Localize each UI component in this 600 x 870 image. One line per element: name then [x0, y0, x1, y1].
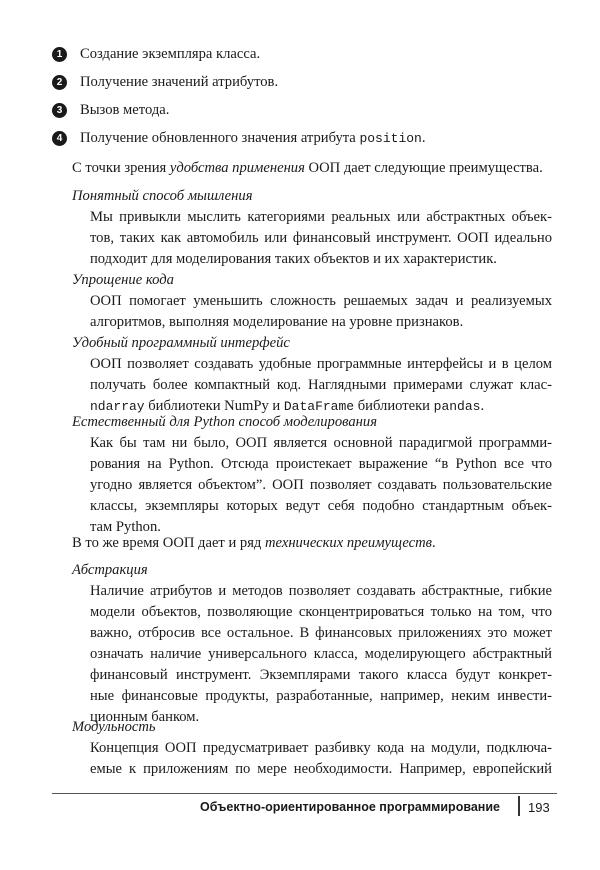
definition-line: там Python. [90, 519, 161, 535]
definition-line: тов, таких как автомобиль или финансовый инструмент. ООП идеально [90, 230, 552, 246]
definition-line: означать наличие универсального класса, моделирующего абстрактный [90, 646, 552, 662]
definition-line: получать более компактный код. Наглядными примерами служат клас- [90, 377, 552, 393]
definition-line: рования на Python. Отсюда проистекает выражение “в Python все что [90, 456, 552, 472]
intro-paragraph-1 [72, 158, 552, 179]
callout-suffix: . [421, 130, 426, 146]
definition-line: ООП помогает уменьшить сложность решаемых задач и реализуемых [90, 293, 552, 309]
footer-divider [52, 793, 557, 794]
term-definition [90, 291, 552, 333]
definition-line: ООП позволяет создавать удобные программные интерфейсы и в целом [90, 356, 552, 372]
term-definition [90, 738, 552, 780]
running-footer-title: Объектно-ориентированное программирование [200, 800, 500, 814]
code-dataframe: DataFrame [283, 399, 355, 414]
callout-2 [52, 72, 278, 93]
term-heading: Удобный программный интерфейс [72, 335, 290, 351]
code-line-text: библиотеки [354, 398, 434, 414]
callout-text: Создание экземпляра класса. [80, 46, 261, 62]
definition-line: алгоритмов, выполняя моделирование на уровне признаков. [90, 314, 464, 330]
definition-line: Наличие атрибутов и методов позволяет создавать абстрактные, гибкие [90, 583, 552, 599]
term-definition [90, 354, 552, 417]
intro2-pre: В то же время ООП дает и ряд [72, 535, 266, 551]
page-number: 193 [528, 800, 550, 815]
definition-line: модели объектов, позволяющие сконцентрироваться только на том, что [90, 604, 552, 620]
callout-number: 1 [52, 47, 67, 62]
callout-1 [52, 44, 260, 65]
code-ndarray: ndarray [90, 399, 145, 414]
definition-line: финансовый инструмент. Экземплярами такого класса будут конкрет- [90, 667, 552, 683]
intro1-pre: С точки зрения [72, 160, 170, 176]
intro1-post: ООП дает следующие преимущества. [304, 160, 543, 176]
code-line-text: . [480, 398, 485, 414]
callout-number: 3 [52, 103, 67, 118]
definition-line: угодно является объектом”. ООП позволяет создавать пользовательские [90, 477, 552, 493]
code-line-text: библиотеки NumPy и [144, 398, 284, 414]
definition-line: Концепция ООП предусматривает разбивку кода на модули, подключа- [90, 740, 552, 756]
callout-4 [52, 128, 426, 149]
intro-paragraph-2 [72, 533, 552, 554]
definition-line: емые к приложениям по мере необходимости. Например, европейский [90, 761, 552, 777]
term-definition [90, 433, 552, 538]
callout-number: 2 [52, 75, 67, 90]
term-heading: Абстракция [72, 562, 148, 578]
definition-line: ционным банком. [90, 709, 200, 725]
definition-line: Мы привыкли мыслить категориями реальных или абстрактных объек- [90, 209, 552, 225]
code-position: position [359, 131, 422, 146]
intro2-post: . [432, 535, 436, 551]
term-heading: Упрощение кода [72, 272, 174, 288]
definition-line: ные финансовые продукты, разработанные, например, неким инвести- [90, 688, 552, 704]
callout-text: Вызов метода. [80, 102, 170, 118]
callout-text: Получение обновленного значения атрибута [80, 130, 360, 146]
definition-line: подходит для моделирования таких объектов и их характеристик. [90, 251, 497, 267]
callout-3 [52, 100, 169, 121]
definition-line: важно, отбросив все остальное. В финансовых приложениях это может [90, 625, 552, 641]
code-pandas: pandas [433, 399, 481, 414]
footer-separator [518, 796, 520, 816]
callout-number: 4 [52, 131, 67, 146]
term-definition [90, 207, 552, 270]
term-heading: Естественный для Python способ моделирования [72, 414, 377, 430]
term-definition [90, 581, 552, 728]
term-heading: Понятный способ мышления [72, 188, 253, 204]
intro1-em: удобства применения [169, 160, 305, 176]
callout-text: Получение значений атрибутов. [80, 74, 279, 90]
definition-line: Как бы там ни было, ООП является основной парадигмой программи- [90, 435, 552, 451]
term-heading: Модульность [72, 719, 156, 735]
definition-line: классы, экземпляры которых ведут себя подобно стандартным объек- [90, 498, 552, 514]
intro2-em: технических преимуществ [265, 535, 433, 551]
